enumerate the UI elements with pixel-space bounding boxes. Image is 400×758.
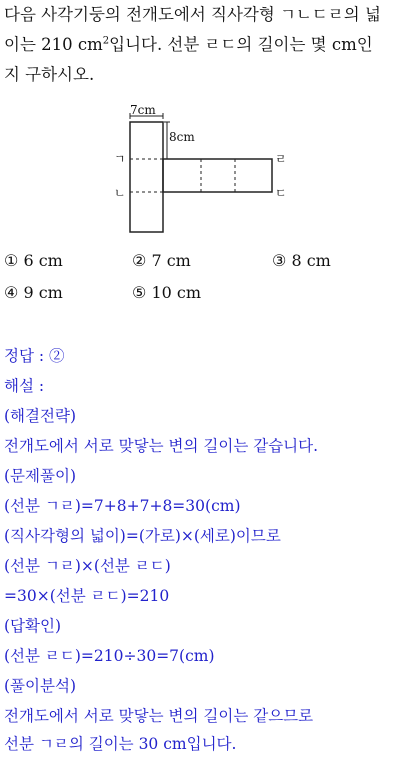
prism-net-figure xyxy=(108,100,298,240)
explanation-label: 해설 : xyxy=(4,377,45,395)
question-line-1: 다음 사각기둥의 전개도에서 직사각형 ㄱㄴㄷㄹ의 넓 xyxy=(4,5,381,24)
analysis-line-1: 전개도에서 서로 맞닿는 변의 길이는 같으므로 xyxy=(4,707,314,725)
option-3[interactable]: ③ 8 cm xyxy=(272,251,331,270)
strategy-text: 전개도에서 서로 맞닿는 변의 길이는 같습니다. xyxy=(4,437,319,455)
label-giyeok: ㄱ xyxy=(114,152,126,166)
strategy-heading: (해결전략) xyxy=(4,407,76,425)
question-line-2-post: 입니다. 선분 ㄹㄷ의 길이는 몇 cm인 xyxy=(109,35,373,54)
analysis-line-2: 선분 ㄱㄹ의 길이는 30 cm입니다. xyxy=(4,735,237,753)
solve-line-3: (선분 ㄱㄹ)×(선분 ㄹㄷ) xyxy=(4,557,171,575)
option-5[interactable]: ⑤ 10 cm xyxy=(132,283,202,302)
solve-line-4: =30×(선분 ㄹㄷ)=210 xyxy=(4,587,170,605)
answer-line: 정답 : ② xyxy=(4,347,65,365)
label-rieul: ㄹ xyxy=(275,152,287,166)
question-line-3: 지 구하시오. xyxy=(4,65,95,84)
check-line: (선분 ㄹㄷ)=210÷30=7(cm) xyxy=(4,647,215,665)
net-vertical-strip xyxy=(130,122,163,232)
check-heading: (답확인) xyxy=(4,617,62,635)
solve-line-2: (직사각형의 넓이)=(가로)×(세로)이므로 xyxy=(4,527,281,545)
option-1[interactable]: ① 6 cm xyxy=(4,251,63,270)
analysis-heading: (풀이분석) xyxy=(4,677,76,695)
superscript-2: 2 xyxy=(102,35,110,47)
solve-line-1: (선분 ㄱㄹ)=7+8+7+8=30(cm) xyxy=(4,497,241,515)
solve-heading: (문제풀이) xyxy=(4,467,76,485)
question-line-2-pre: 이는 210 cm xyxy=(4,35,103,54)
option-2[interactable]: ② 7 cm xyxy=(132,251,191,270)
question-line-2 xyxy=(4,30,398,60)
label-7cm: 7cm xyxy=(130,103,156,117)
label-digeut: ㄷ xyxy=(275,186,287,200)
label-8cm: 8cm xyxy=(169,130,195,144)
label-nieun: ㄴ xyxy=(114,186,126,200)
net-horizontal-strip xyxy=(163,159,272,192)
option-4[interactable]: ④ 9 cm xyxy=(4,283,63,302)
